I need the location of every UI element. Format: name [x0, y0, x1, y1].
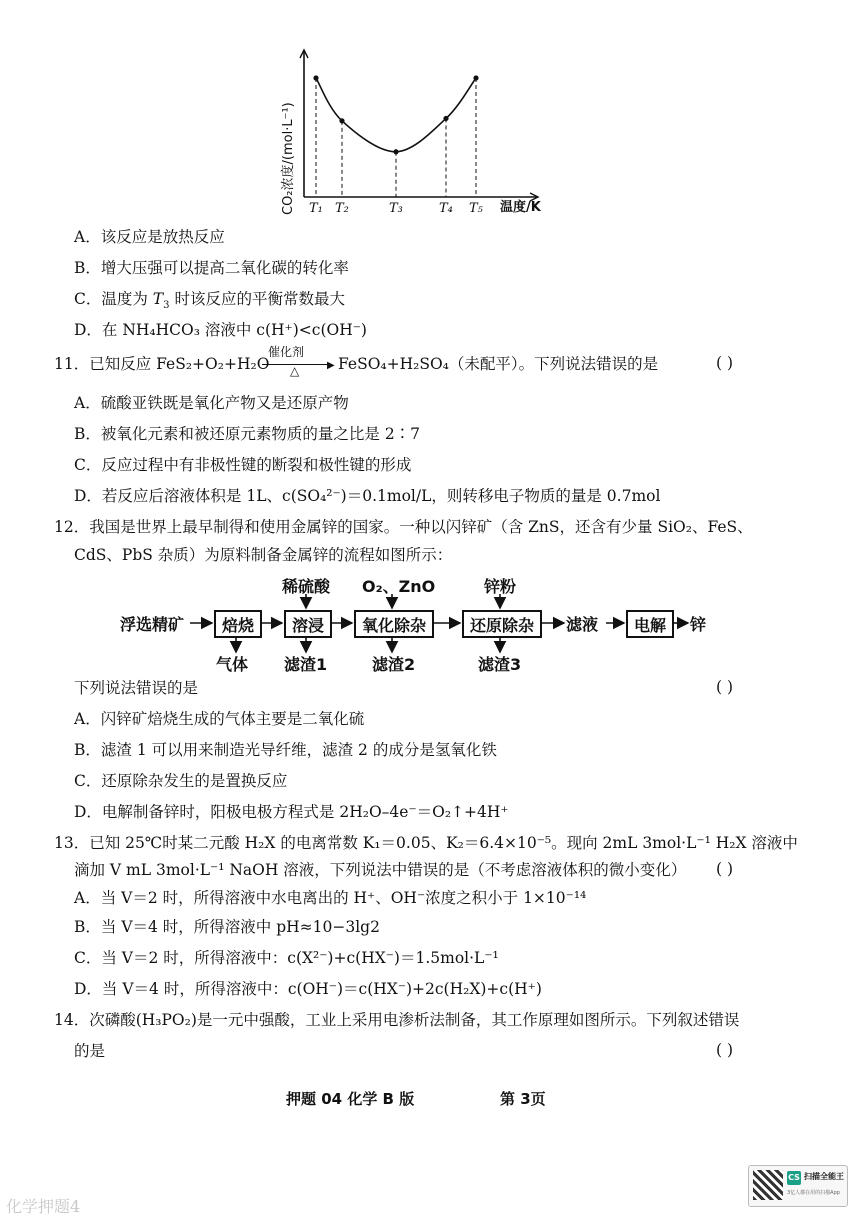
q12-lead: 下列说法错误的是 [74, 679, 199, 697]
q11-condition-catalyst: 催化剂 [268, 345, 305, 359]
q11-option-b: B．被氧化元素和被还原元素物质的量之比是 2∶7 [74, 425, 421, 443]
q10-option-c-sub: 3 [163, 300, 170, 312]
scanner-logo: CS [787, 1171, 801, 1185]
q12-stem-line2: CdS、PbS 杂质）为原料制备金属锌的流程如图所示： [74, 546, 453, 564]
q11-condition-heat: △ [290, 364, 300, 378]
flow-output-residue1: 滤渣1 [284, 655, 328, 674]
q11-option-c: C．反应过程中有非极性键的断裂和极性键的形成 [74, 456, 412, 474]
q12-option-c: C．还原除杂发生的是置换反应 [74, 772, 288, 790]
footer-page-number: 第 3页 [500, 1090, 546, 1108]
q12-option-d: D．电解制备锌时，阳极电极方程式是 2H₂O–4e⁻＝O₂↑+4H⁺ [74, 803, 509, 821]
flow-box-electrolysis: 电解 [626, 610, 674, 638]
q10-option-c-pre: C．温度为 [74, 290, 153, 308]
q12-stem-line1: 12．我国是世界上最早制得和使用金属锌的国家。一种以闪锌矿（含 ZnS，还含有少量 SiO₂、FeS、 [54, 518, 753, 536]
q14-stem-line1: 14．次磷酸(H₃PO₂)是一元中强酸，工业上采用电渗析法制备，其工作原理如图所示。下列叙述错误 [54, 1011, 740, 1029]
chart-x-axis-label: 温度/K [500, 200, 541, 215]
flow-output-residue3: 滤渣3 [478, 655, 522, 674]
q14-stem-line2: 的是 [74, 1042, 106, 1060]
chart-y-axis-label: CO₂浓度/(mol·L⁻¹) [281, 102, 296, 215]
q12-option-a: A．闪锌矿焙烧生成的气体主要是二氧化硫 [74, 710, 365, 728]
q11-answer-blank: ( ) [716, 354, 734, 372]
q10-option-a: A．该反应是放热反应 [74, 228, 225, 246]
flow-output-gas: 气体 [216, 655, 249, 674]
watermark-text: 化学押题4 [6, 1197, 81, 1216]
chart-tick-label: T₃ [389, 201, 403, 216]
chart-tick-label: T₅ [469, 201, 483, 216]
flow-output-residue2: 滤渣2 [372, 655, 416, 674]
flow-box-leach: 溶浸 [284, 610, 332, 638]
q13-option-a: A．当 V＝2 时，所得溶液中水电离出的 H⁺、OH⁻浓度之积小于 1×10⁻¹⁴ [74, 889, 587, 907]
q12-answer-blank: ( ) [716, 678, 734, 696]
flow-input-acid: 稀硫酸 [282, 577, 331, 596]
flow-box-roast: 焙烧 [214, 610, 262, 638]
flow-filtrate-label: 滤液 [566, 615, 599, 634]
q13-option-c: C．当 V＝2 时，所得溶液中：c(X²⁻)+c(HX⁻)＝1.5mol·L⁻¹ [74, 949, 499, 967]
footer-exam-title: 押题 04 化学 B 版 [286, 1090, 415, 1108]
q13-option-d: D．当 V＝4 时，所得溶液中：c(OH⁻)＝c(HX⁻)+2c(H₂X)+c(H⁺) [74, 980, 542, 998]
q13-option-b: B．当 V＝4 时，所得溶液中 pH≈10−3lg2 [74, 918, 380, 936]
q13-answer-blank: ( ) [716, 860, 734, 878]
q10-option-c-post: 时该反应的平衡常数最大 [169, 290, 345, 308]
q11-option-d: D．若反应后溶液体积是 1L、c(SO₄²⁻)＝0.1mol/L，则转移电子物质的量是 0.7mol [74, 487, 661, 505]
q11-stem-right: FeSO₄+H₂SO₄（未配平）。下列说法错误的是 [338, 355, 659, 373]
q13-stem-line2: 滴加 V mL 3mol·L⁻¹ NaOH 溶液，下列说法中错误的是（不考虑溶液体积的微小变化） [74, 861, 687, 879]
q10-option-c-var: T [152, 290, 164, 308]
flow-start-label: 浮选精矿 [120, 615, 185, 634]
q12-option-b: B．滤渣 1 可以用来制造光导纤维，滤渣 2 的成分是氢氧化铁 [74, 741, 497, 759]
q11-option-a: A．硫酸亚铁既是氧化产物又是还原产物 [74, 394, 349, 412]
q10-option-d: D．在 NH₄HCO₃ 溶液中 c(H⁺)<c(OH⁻) [74, 321, 367, 339]
scanner-app-badge [748, 1165, 848, 1207]
chart-tick-label: T₁ [309, 201, 323, 216]
qr-code-icon [753, 1170, 783, 1200]
flow-box-oxidize: 氧化除杂 [354, 610, 434, 638]
flow-end-label: 锌 [690, 615, 707, 634]
chart-tick-label: T₄ [439, 201, 453, 216]
q14-answer-blank: ( ) [716, 1041, 734, 1059]
scanner-title: 扫描全能王 [804, 1172, 844, 1181]
flow-input-zinc: 锌粉 [484, 577, 517, 596]
flow-box-reduce: 还原除杂 [462, 610, 542, 638]
q13-stem-line1: 13．已知 25℃时某二元酸 H₂X 的电离常数 K₁＝0.05、K₂＝6.4×10⁻⁵。现向 2mL 3mol·L⁻¹ H₂X 溶液中 [54, 834, 798, 852]
scanner-subtitle: 3亿人都在用的扫描App [787, 1190, 840, 1196]
chart-tick-label: T₂ [335, 201, 349, 216]
q11-arrow-head: ▶ [327, 360, 335, 371]
q11-stem-left: 11．已知反应 FeS₂+O₂+H₂O [54, 355, 270, 373]
q10-option-b: B．增大压强可以提高二氧化碳的转化率 [74, 259, 349, 277]
flow-input-oxidant: O₂、ZnO [362, 577, 436, 596]
